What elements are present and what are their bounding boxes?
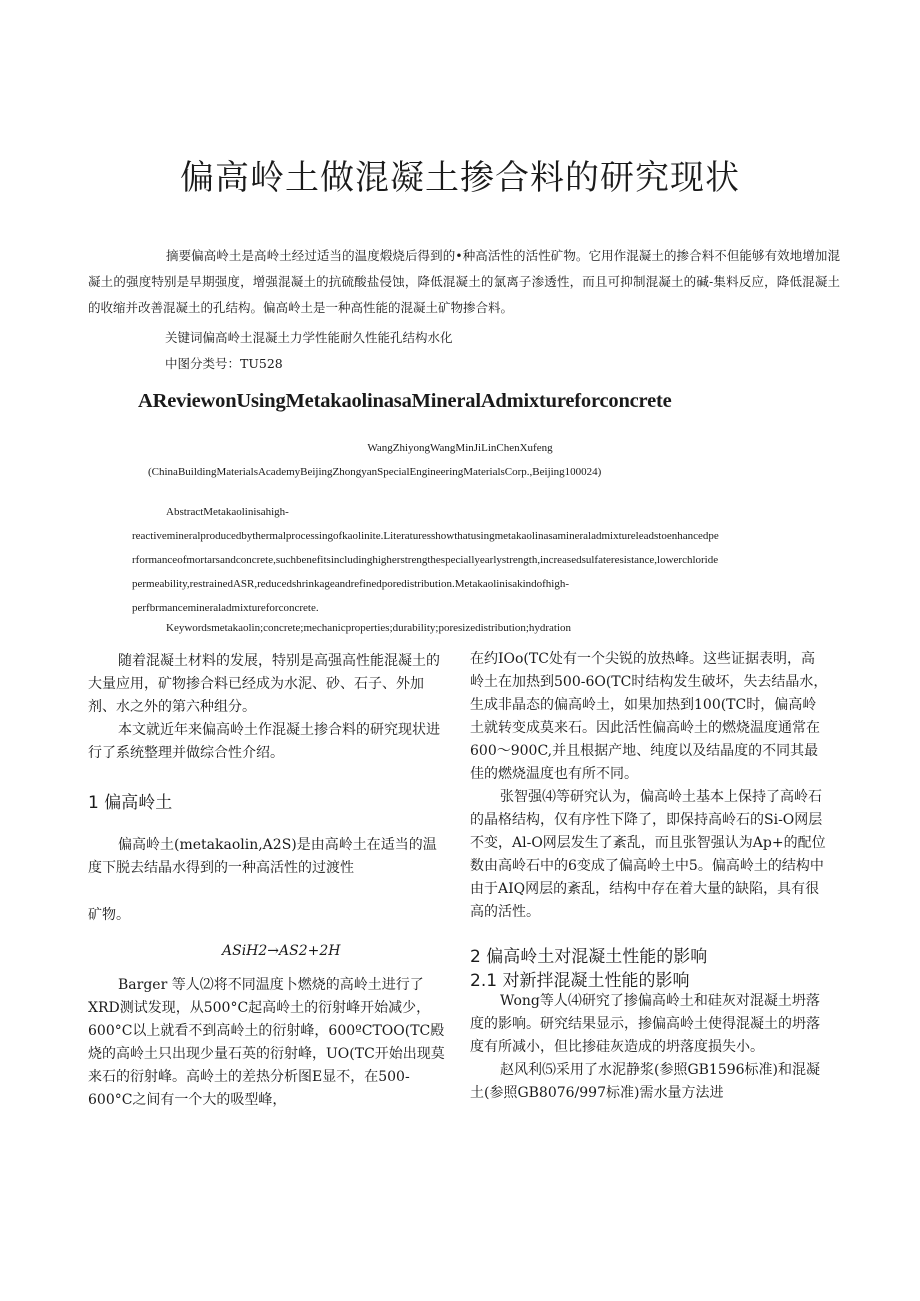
abstract-cn-label: 摘要	[166, 248, 192, 263]
keywords-en: Keywordsmetakaolin;concrete;mechanicproperties;durability;poresizedistribution;hydration	[166, 622, 572, 634]
english-title: AReviewonUsingMetakaolinasaMineralAdmixtureforconcrete	[138, 390, 672, 412]
abstract-en-line: perfbrmancemineraladmixtureforconcrete.	[132, 602, 319, 614]
abstract-en-line: AbstractMetakaolinisahigh-	[166, 506, 289, 518]
english-authors: WangZhiyongWangMinJiLinChenXufeng	[367, 442, 553, 454]
abstract-en-line: reactivemineralproducedbythermalprocessingofkaolinite.Literaturesshowthatusingmetakaolinasamineraladmixtureleadstoenhancedpe	[132, 530, 719, 542]
right-column-section-2	[470, 990, 828, 1105]
abstract-cn	[88, 243, 840, 321]
body-paragraph: Barger 等人⑵将不同温度卜燃烧的高岭土进行了XRD测试发现，从500°C起高岭土的衍射峰开始减少，600°C以上就看不到高岭土的衍射峰，600ºCTOO(TC殿烧的高岭土只出现少量石英的衍射峰，UO(TC开始出现莫来石的衍射峰。高岭土的差热分析图E显不，在500-600°C之间有一个大的吸型峰，	[88, 977, 445, 1108]
right-column-para-2	[470, 786, 828, 924]
section-heading-2-1: 2.1 对新拌混凝土性能的影响	[470, 971, 690, 991]
body-paragraph: Wong等人⑷研究了掺偏高岭土和硅灰对混凝土坍落度的影响。研究结果显示，掺偏高岭土使得混凝土的坍落度有所减小，但比掺硅灰造成的坍落度损失小。	[470, 993, 820, 1055]
section-heading-1: 1 偏高岭土	[88, 793, 173, 813]
left-column-section-1	[88, 834, 446, 880]
body-paragraph: 张智强⑷等研究认为，偏高岭土基本上保持了高岭石的晶格结构，仅有序性下降了，即保持高岭石的Si-O网层不变，Al-O网层发生了紊乱，而且张智强认为Ap+的配位数由高岭石中的6变成了偏高岭土中5。偏高岭土的结构中由于AIQ网层的紊乱，结构中存在着大量的缺陷，具有很高的活性。	[470, 789, 826, 920]
paper-title: 偏高岭土做混凝土掺合料的研究现状	[180, 158, 740, 198]
abstract-cn-text: 偏高岭土是高岭土经过适当的温度煅烧后得到的•种高活性的活性矿物。它用作混凝土的掺合料不但能够有效地增加混凝土的强度特别是早期强度，增强混凝土的抗硫酸盐侵蚀，降低混凝土的氯离子渗透性，而且可抑制混凝土的碱-集料反应，降低混凝土的收缩并改善混凝土的孔结构。偏高岭土是一种高性能的混凝土矿物掺合料。	[88, 248, 840, 315]
body-paragraph: 本文就近年来偏高岭土作混凝土掺合料的研究现状进行了系统整理并做综合性介绍。	[88, 722, 440, 761]
left-column-lower	[88, 974, 446, 1112]
body-paragraph: 随着混凝土材料的发展，特别是高强高性能混凝土的大量应用，矿物掺合料已经成为水泥、砂、石子、外加剂、水之外的第六种组分。	[88, 653, 440, 715]
body-paragraph: 在约IOo(TC处有一个尖锐的放热峰。这些证据表明，高岭土在加热到500-6O(TC时结构发生破坏，失去结晶水，生成非晶态的偏高岭土，如果加热到100(TC时，偏高岭土就转变成莫来石。因此活性偏高岭土的燃烧温度通常在600～900C,并且根据产地、纯度以及结晶度的不同其最佳的燃烧温度也有所不同。	[470, 651, 828, 782]
abstract-en-line: permeability,restrainedASR,reducedshrinkageandrefinedporedistribution.Metakaolinisakindofhigh-	[132, 578, 570, 590]
abstract-en	[132, 500, 840, 620]
body-paragraph-continued: 矿物。	[88, 907, 130, 923]
body-paragraph: 偏高岭土(metakaolin,A2S)是由高岭土在适当的温度下脱去结晶水得到的一种高活性的过渡性	[88, 837, 437, 876]
left-column	[88, 650, 446, 765]
english-affiliation: (ChinaBuildingMaterialsAcademyBeijingZhongyanSpecialEngineeringMaterialsCorp.,Beijing100024)	[148, 466, 602, 478]
keywords-cn: 关键词偏高岭土混凝土力学性能耐久性能孔结构水化	[165, 330, 453, 345]
abstract-en-line: rformanceofmortarsandconcrete,suchbenefitsincludinghigherstrengthespeciallyearlystrength,increasedsulfateresistance,lowerchloride	[132, 554, 719, 566]
body-paragraph: 赵风利⑸采用了水泥静浆(参照GB1596标准)和混凝土(参照GB8076/997标准)需水量方法进	[470, 1062, 821, 1101]
right-column	[470, 648, 828, 786]
section-heading-2: 2 偏高岭土对混凝土性能的影响	[470, 947, 708, 967]
chemical-formula: ASiH2→AS2+2H	[222, 943, 341, 959]
classification-number: 中图分类号：TU528	[165, 356, 283, 371]
